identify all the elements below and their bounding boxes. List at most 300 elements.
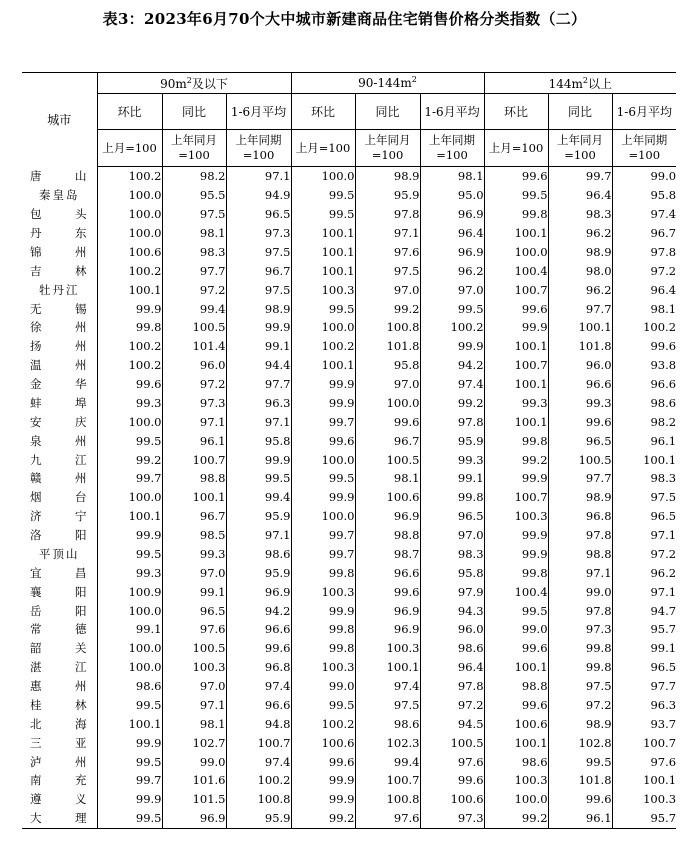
index-value: 100.0: [97, 224, 162, 243]
index-value: 96.9: [226, 582, 291, 601]
subcolumn-header: 同比: [548, 94, 612, 130]
index-value: 98.3: [548, 205, 612, 224]
city-char: 充: [75, 773, 87, 788]
table-row: [22, 412, 676, 431]
index-value: 99.5: [97, 431, 162, 450]
city-char: 南: [30, 773, 42, 788]
city-char: 襄: [30, 584, 42, 599]
index-value: 102.7: [162, 733, 226, 752]
city-char: 丹: [30, 226, 42, 241]
index-value: 97.5: [226, 280, 291, 299]
city-char: 湛: [30, 660, 42, 675]
index-value: 97.0: [355, 280, 420, 299]
index-value: 97.6: [162, 620, 226, 639]
index-value: 97.5: [226, 243, 291, 262]
index-value: 101.8: [355, 337, 420, 356]
index-value: 96.9: [355, 507, 420, 526]
index-value: 96.8: [548, 507, 612, 526]
base-header: 上年同期=100: [226, 130, 291, 167]
index-value: 97.7: [162, 261, 226, 280]
index-value: 99.1: [420, 469, 484, 488]
index-value: 100.7: [484, 356, 548, 375]
index-value: 99.9: [484, 469, 548, 488]
index-value: 99.9: [420, 337, 484, 356]
index-value: 100.3: [484, 771, 548, 790]
index-value: 99.5: [548, 752, 612, 771]
index-value: 97.4: [226, 752, 291, 771]
index-value: 99.9: [97, 299, 162, 318]
index-value: 99.1: [226, 337, 291, 356]
index-value: 99.2: [97, 450, 162, 469]
index-value: 100.3: [291, 658, 355, 677]
index-value: 100.2: [291, 337, 355, 356]
city-name: [22, 507, 97, 526]
city-name: [22, 620, 97, 639]
index-value: 99.8: [484, 205, 548, 224]
index-value: 99.0: [548, 582, 612, 601]
city-name: [22, 714, 97, 733]
index-value: 95.8: [420, 563, 484, 582]
city-char: 岳: [30, 603, 42, 618]
index-value: 100.7: [484, 488, 548, 507]
index-value: 96.0: [548, 356, 612, 375]
table-row: [22, 261, 676, 280]
table-row: [22, 318, 676, 337]
table-row: [22, 677, 676, 696]
index-value: 100.1: [291, 356, 355, 375]
index-value: 96.4: [420, 224, 484, 243]
index-value: 100.0: [97, 488, 162, 507]
index-value: 98.8: [162, 469, 226, 488]
city-name: [22, 696, 97, 715]
index-value: 98.9: [548, 243, 612, 262]
index-value: 100.7: [484, 280, 548, 299]
city-char: 阳: [75, 603, 87, 618]
index-value: 97.0: [420, 526, 484, 545]
index-value: 97.1: [548, 563, 612, 582]
index-value: 99.8: [484, 431, 548, 450]
city-name: [22, 733, 97, 752]
index-value: 99.6: [484, 299, 548, 318]
city-char: 泉: [30, 433, 42, 448]
index-value: 99.3: [484, 394, 548, 413]
index-value: 94.4: [226, 356, 291, 375]
index-value: 98.8: [484, 677, 548, 696]
index-value: 100.1: [484, 412, 548, 431]
index-value: 95.9: [355, 186, 420, 205]
index-value: 94.5: [420, 714, 484, 733]
city-name: [22, 563, 97, 582]
index-value: 99.2: [291, 809, 355, 828]
index-value: 100.1: [548, 318, 612, 337]
index-value: 100.2: [97, 167, 162, 186]
city-char: 牡丹江: [39, 282, 80, 297]
index-value: 97.1: [612, 526, 676, 545]
city-name: [22, 809, 97, 828]
subcolumn-header: 同比: [355, 94, 420, 130]
index-value: 97.8: [548, 601, 612, 620]
city-name: [22, 318, 97, 337]
index-value: 97.3: [226, 224, 291, 243]
price-index-table: [22, 72, 676, 829]
city-char: 州: [75, 754, 87, 769]
index-value: 99.2: [420, 394, 484, 413]
index-value: 96.6: [226, 696, 291, 715]
index-value: 99.3: [97, 563, 162, 582]
index-value: 99.7: [291, 526, 355, 545]
index-value: 96.3: [226, 394, 291, 413]
index-value: 100.0: [355, 394, 420, 413]
index-value: 99.9: [291, 375, 355, 394]
index-value: 100.1: [612, 771, 676, 790]
city-char: 江: [75, 660, 87, 675]
index-value: 97.1: [162, 696, 226, 715]
base-header: 上年同月=100: [548, 130, 612, 167]
city-char: 遵: [30, 792, 42, 807]
index-value: 100.3: [484, 507, 548, 526]
index-value: 99.6: [484, 696, 548, 715]
city-char: 阳: [75, 584, 87, 599]
table-row: [22, 658, 676, 677]
city-char: 桂: [30, 697, 42, 712]
index-value: 99.6: [612, 337, 676, 356]
index-value: 99.6: [484, 167, 548, 186]
index-value: 96.0: [420, 620, 484, 639]
index-value: 94.8: [226, 714, 291, 733]
index-value: 100.0: [97, 658, 162, 677]
city-char: 台: [75, 490, 87, 505]
index-value: 99.5: [484, 601, 548, 620]
index-value: 100.1: [612, 450, 676, 469]
index-value: 99.4: [355, 752, 420, 771]
index-value: 99.2: [484, 450, 548, 469]
base-header: 上年同月=100: [162, 130, 226, 167]
index-value: 95.8: [612, 186, 676, 205]
table-row: [22, 356, 676, 375]
index-value: 95.8: [355, 356, 420, 375]
index-value: 99.9: [291, 394, 355, 413]
index-value: 96.9: [420, 205, 484, 224]
city-char: 宁: [75, 509, 87, 524]
index-value: 100.0: [484, 790, 548, 809]
base-header: 上月=100: [97, 130, 162, 167]
index-value: 97.1: [226, 167, 291, 186]
index-value: 95.0: [420, 186, 484, 205]
index-value: 96.7: [226, 261, 291, 280]
table-row: [22, 450, 676, 469]
index-value: 97.6: [420, 752, 484, 771]
index-value: 97.4: [226, 677, 291, 696]
index-value: 100.6: [291, 733, 355, 752]
index-value: 99.8: [291, 639, 355, 658]
city-char: 温: [30, 358, 42, 373]
index-value: 97.0: [420, 280, 484, 299]
table-row: [22, 375, 676, 394]
index-value: 100.2: [291, 714, 355, 733]
index-value: 99.6: [420, 771, 484, 790]
base-header-row: [22, 130, 676, 167]
city-char: 徐: [30, 320, 42, 335]
table-body: [22, 167, 676, 829]
index-value: 97.2: [162, 375, 226, 394]
city-name: [22, 431, 97, 450]
index-value: 97.5: [548, 677, 612, 696]
city-char: 阳: [75, 528, 87, 543]
index-value: 97.9: [420, 582, 484, 601]
index-value: 100.3: [612, 790, 676, 809]
index-value: 97.7: [548, 469, 612, 488]
city-char: 蚌: [30, 395, 42, 410]
index-value: 100.1: [484, 224, 548, 243]
index-value: 101.6: [162, 771, 226, 790]
table-row: [22, 714, 676, 733]
city-char: 烟: [30, 490, 42, 505]
index-value: 96.6: [548, 375, 612, 394]
index-value: 96.4: [420, 658, 484, 677]
index-value: 99.0: [162, 752, 226, 771]
index-value: 98.3: [420, 545, 484, 564]
index-value: 99.5: [291, 186, 355, 205]
index-value: 100.2: [97, 337, 162, 356]
index-value: 94.9: [226, 186, 291, 205]
index-value: 99.3: [548, 394, 612, 413]
index-value: 99.9: [97, 733, 162, 752]
index-value: 98.8: [355, 526, 420, 545]
index-value: 99.9: [484, 526, 548, 545]
index-value: 101.8: [548, 337, 612, 356]
index-value: 100.5: [162, 639, 226, 658]
index-value: 95.9: [226, 563, 291, 582]
index-value: 97.4: [420, 375, 484, 394]
index-value: 99.5: [97, 752, 162, 771]
city-char: 九: [30, 452, 42, 467]
index-value: 99.5: [420, 299, 484, 318]
index-value: 96.6: [612, 375, 676, 394]
index-value: 99.9: [97, 526, 162, 545]
index-value: 102.8: [548, 733, 612, 752]
table-row: [22, 563, 676, 582]
city-name: [22, 790, 97, 809]
index-value: 99.6: [548, 412, 612, 431]
city-name: [22, 469, 97, 488]
index-value: 96.5: [548, 431, 612, 450]
table-row: [22, 601, 676, 620]
city-name: [22, 224, 97, 243]
subcolumn-header: 1-6月平均: [226, 94, 291, 130]
index-value: 99.5: [291, 299, 355, 318]
index-value: 98.2: [162, 167, 226, 186]
index-value: 98.6: [612, 394, 676, 413]
index-value: 100.6: [355, 488, 420, 507]
index-value: 98.3: [612, 469, 676, 488]
index-value: 99.5: [291, 205, 355, 224]
index-value: 99.8: [291, 620, 355, 639]
index-value: 100.7: [612, 733, 676, 752]
index-value: 97.1: [226, 412, 291, 431]
subcolumn-header: 环比: [97, 94, 162, 130]
base-header: 上月=100: [291, 130, 355, 167]
index-value: 96.6: [226, 620, 291, 639]
city-name: [22, 186, 97, 205]
table-row: [22, 696, 676, 715]
index-value: 97.1: [355, 224, 420, 243]
subcolumn-header: 环比: [484, 94, 548, 130]
index-value: 99.9: [226, 318, 291, 337]
index-value: 100.1: [484, 733, 548, 752]
index-value: 100.0: [291, 450, 355, 469]
index-value: 100.7: [162, 450, 226, 469]
index-value: 99.7: [97, 469, 162, 488]
city-char: 州: [75, 320, 87, 335]
index-value: 98.6: [355, 714, 420, 733]
index-value: 94.3: [420, 601, 484, 620]
table-row: [22, 752, 676, 771]
table-row: [22, 733, 676, 752]
city-char: 宜: [30, 565, 42, 580]
table-row: [22, 394, 676, 413]
index-value: 96.9: [355, 620, 420, 639]
table-row: [22, 545, 676, 564]
index-value: 96.9: [355, 601, 420, 620]
city-char: 昌: [75, 565, 87, 580]
index-value: 99.9: [484, 545, 548, 564]
index-value: 96.9: [162, 809, 226, 828]
index-value: 99.0: [612, 167, 676, 186]
index-value: 99.5: [97, 545, 162, 564]
city-column-header: 城市: [22, 73, 97, 167]
index-value: 100.3: [291, 280, 355, 299]
index-value: 96.2: [548, 280, 612, 299]
index-value: 99.8: [548, 658, 612, 677]
index-value: 95.9: [420, 431, 484, 450]
index-value: 99.5: [291, 696, 355, 715]
index-value: 97.3: [420, 809, 484, 828]
index-value: 100.3: [291, 582, 355, 601]
city-char: 亚: [75, 735, 87, 750]
table-title: 表3：2023年6月70个大中城市新建商品住宅销售价格分类指数（二）: [102, 10, 587, 28]
city-name: [22, 337, 97, 356]
index-value: 98.1: [162, 224, 226, 243]
table-row: [22, 526, 676, 545]
index-value: 102.3: [355, 733, 420, 752]
city-name: [22, 545, 97, 564]
index-value: 99.3: [162, 545, 226, 564]
index-value: 97.0: [162, 677, 226, 696]
index-value: 100.0: [97, 186, 162, 205]
city-char: 惠: [30, 679, 42, 694]
index-value: 98.9: [355, 167, 420, 186]
index-value: 97.4: [355, 677, 420, 696]
index-value: 98.1: [162, 714, 226, 733]
index-value: 96.5: [420, 507, 484, 526]
subcolumn-header: 同比: [162, 94, 226, 130]
index-value: 100.1: [484, 658, 548, 677]
city-char: 庆: [75, 414, 87, 429]
city-name: [22, 375, 97, 394]
city-char: 州: [75, 358, 87, 373]
city-char: 州: [75, 244, 87, 259]
index-value: 99.2: [484, 809, 548, 828]
index-value: 100.0: [291, 318, 355, 337]
index-value: 98.1: [355, 469, 420, 488]
index-value: 98.2: [612, 412, 676, 431]
city-name: [22, 526, 97, 545]
index-value: 99.6: [97, 375, 162, 394]
table-row: [22, 469, 676, 488]
index-value: 95.9: [226, 507, 291, 526]
table-row: [22, 771, 676, 790]
city-char: 华: [75, 377, 87, 392]
index-value: 97.5: [612, 488, 676, 507]
index-value: 99.6: [291, 752, 355, 771]
index-value: 97.8: [420, 677, 484, 696]
index-value: 97.2: [548, 696, 612, 715]
index-value: 99.5: [97, 809, 162, 828]
index-value: 95.5: [162, 186, 226, 205]
index-value: 96.3: [612, 696, 676, 715]
table-row: [22, 224, 676, 243]
index-value: 100.2: [420, 318, 484, 337]
index-value: 99.3: [420, 450, 484, 469]
index-value: 97.2: [162, 280, 226, 299]
index-value: 100.1: [484, 337, 548, 356]
table-row: [22, 507, 676, 526]
index-value: 99.7: [548, 167, 612, 186]
city-char: 关: [75, 641, 87, 656]
index-value: 97.8: [548, 526, 612, 545]
index-value: 100.0: [484, 243, 548, 262]
index-value: 99.6: [548, 790, 612, 809]
city-char: 林: [75, 263, 87, 278]
index-value: 97.5: [355, 696, 420, 715]
index-value: 97.6: [355, 809, 420, 828]
index-value: 97.7: [548, 299, 612, 318]
index-value: 100.5: [548, 450, 612, 469]
city-name: [22, 658, 97, 677]
index-value: 99.4: [162, 299, 226, 318]
index-value: 98.6: [97, 677, 162, 696]
index-value: 96.7: [355, 431, 420, 450]
city-char: 东: [75, 226, 87, 241]
index-value: 99.9: [226, 450, 291, 469]
index-value: 100.1: [97, 507, 162, 526]
index-value: 99.8: [291, 563, 355, 582]
table-row: [22, 488, 676, 507]
index-value: 96.5: [162, 601, 226, 620]
index-value: 99.8: [420, 488, 484, 507]
index-value: 100.0: [97, 601, 162, 620]
city-char: 三: [30, 735, 42, 750]
city-char: 平顶山: [39, 546, 80, 561]
index-value: 97.2: [612, 545, 676, 564]
city-name: [22, 582, 97, 601]
index-value: 99.9: [97, 790, 162, 809]
index-value: 101.5: [162, 790, 226, 809]
index-value: 99.5: [97, 696, 162, 715]
index-value: 99.5: [484, 186, 548, 205]
index-value: 98.5: [162, 526, 226, 545]
table-row: [22, 809, 676, 828]
city-char: 济: [30, 509, 42, 524]
index-value: 99.7: [291, 412, 355, 431]
index-value: 100.0: [97, 639, 162, 658]
index-value: 96.5: [612, 507, 676, 526]
index-value: 96.1: [548, 809, 612, 828]
table-row: [22, 582, 676, 601]
index-value: 97.2: [420, 696, 484, 715]
city-name: [22, 261, 97, 280]
city-name: [22, 752, 97, 771]
